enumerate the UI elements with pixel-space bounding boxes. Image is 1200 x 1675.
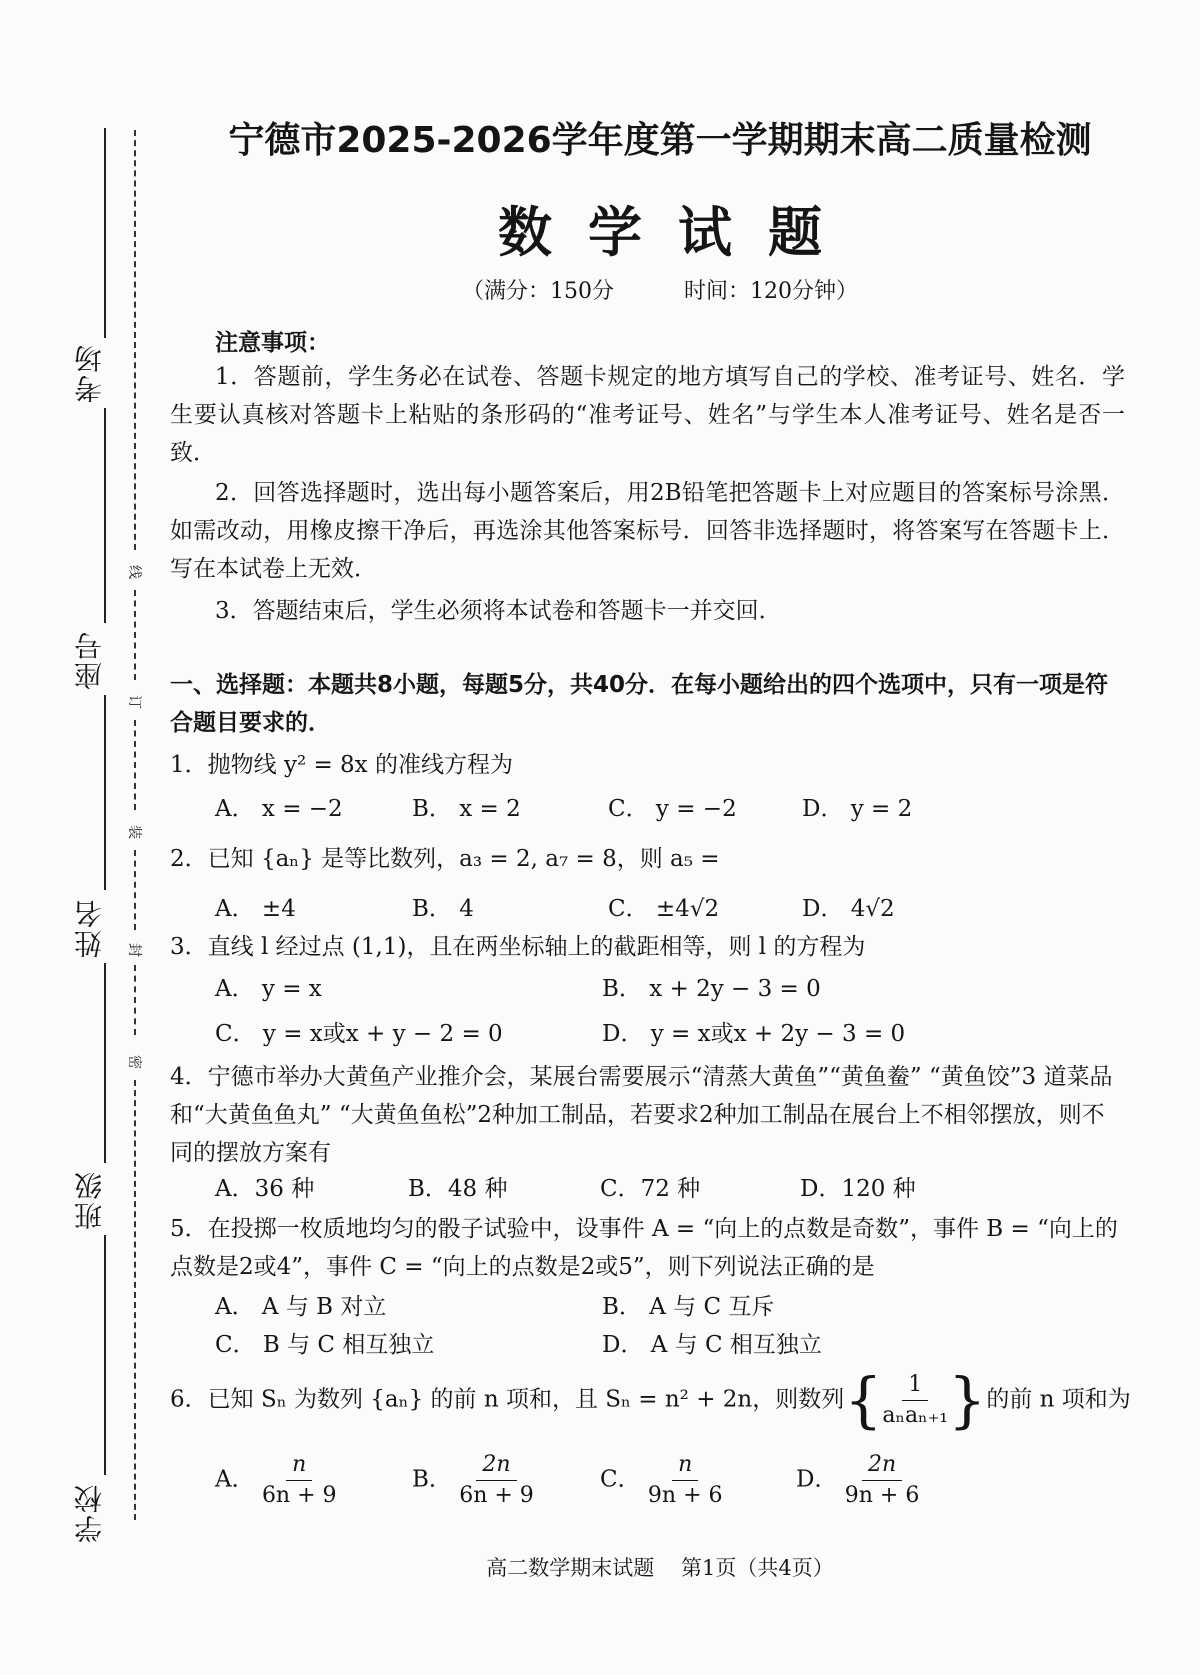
q6-stem-before: 6．已知 Sₙ 为数列 {aₙ} 的前 n 项和，且 Sₙ = n² + 2n，则数列 <box>170 1386 845 1413</box>
q6-c-num: n <box>672 1450 698 1481</box>
q4-option-b: B．48 种 <box>408 1176 508 1202</box>
q3-option-b: B． x + 2y − 3 = 0 <box>602 976 821 1002</box>
q3-option-d: D． y = x或x + 2y − 3 = 0 <box>602 1021 906 1047</box>
note-item-1: 1．答题前，学生务必在试卷、答题卡规定的地方填写自己的学校、准考证号、姓名．学生要认真核对答题卡上粘贴的条形码的“准考证号、姓名”与学生本人准考证号、姓名是否一致． <box>170 364 1125 466</box>
q5-option-b: B． A 与 C 互斥 <box>602 1294 775 1320</box>
cut-mark-line: 线 <box>126 565 142 579</box>
q2-option-b: B． 4 <box>412 896 474 922</box>
q6-option-a <box>215 1450 337 1511</box>
q6-a-den: 6n + 9 <box>261 1483 337 1508</box>
q3-option-c: C． y = x或x + y − 2 = 0 <box>215 1021 503 1047</box>
seat-label: 座号 <box>73 630 106 690</box>
q6-d-label: D． <box>796 1466 838 1493</box>
q6-b-den: 6n + 9 <box>459 1483 534 1508</box>
exam-title: 宁德市2025-2026学年度第一学期期末高二质量检测 <box>228 120 1092 161</box>
page-footer: 高二数学期末试题 第1页（共4页） <box>486 1556 834 1580</box>
cut-dashed-line <box>134 590 136 680</box>
q6-a-num: n <box>286 1450 312 1481</box>
q6-stem-after: 的前 n 项和为 <box>986 1386 1131 1413</box>
q1-option-c: C． y = −2 <box>608 796 737 822</box>
cut-mark-bind: 订 <box>126 695 142 709</box>
q6-option-d <box>796 1450 919 1511</box>
score-time: （满分：150分 时间：120分钟） <box>462 279 858 304</box>
q6-d-frac <box>845 1450 920 1511</box>
question-4-stem: 4．宁德市举办大黄鱼产业推介会，某展台需要展示“清蒸大黄鱼”“黄鱼鲞” “黄鱼饺”3 道菜品和“大黄鱼鱼丸” “大黄鱼鱼松”2种加工制品，若要求2种加工制品在展台上不相邻摆放，则不同的摆放方案有 <box>170 1064 1113 1166</box>
school-line <box>104 1235 106 1475</box>
q5-option-a: A． A 与 B 对立 <box>215 1294 387 1320</box>
cut-dashed-line <box>134 850 136 930</box>
seat-line <box>104 408 106 623</box>
cut-mark-secret: 密 <box>126 1055 142 1069</box>
q6-c-label: C． <box>600 1466 641 1493</box>
question-2-stem: 2．已知 {aₙ} 是等比数列，a₃ = 2, a₇ = 8，则 a₅ = <box>170 846 720 872</box>
note-item-3: 3．答题结束后，学生必须将本试卷和答题卡一并交回． <box>215 598 782 624</box>
q6-d-den: 9n + 6 <box>844 1483 920 1508</box>
right-brace: } <box>948 1365 987 1436</box>
cut-dashed-line <box>134 720 136 810</box>
q6-a-frac <box>262 1450 337 1511</box>
cut-mark-seal: 封 <box>126 943 142 957</box>
q4-option-a: A．36 种 <box>215 1176 315 1202</box>
q6-fraction <box>882 1370 948 1431</box>
q1-option-d: D． y = 2 <box>802 796 913 822</box>
q6-b-num: 2n <box>476 1450 516 1481</box>
cut-mark-pack: 装 <box>126 825 142 839</box>
class-line <box>104 963 106 1163</box>
q6-c-frac <box>648 1450 723 1511</box>
subject-title: 数学试题 <box>498 201 858 264</box>
q1-option-a: A． x = −2 <box>215 796 343 822</box>
cut-dashed-line <box>134 965 136 1035</box>
q1-option-b: B． x = 2 <box>412 796 521 822</box>
question-6-stem <box>170 1365 1131 1436</box>
q6-frac-den: aₙaₙ₊₁ <box>882 1403 949 1428</box>
q5-option-c: C． B 与 C 相互独立 <box>215 1332 435 1358</box>
q4-option-d: D．120 种 <box>800 1176 916 1202</box>
notes-title: 注意事项： <box>215 330 330 356</box>
class-label: 班级 <box>73 1170 106 1230</box>
q4-option-c: C．72 种 <box>600 1176 701 1202</box>
q2-option-c: C． ±4√2 <box>608 896 720 922</box>
q6-d-num: 2n <box>862 1450 902 1481</box>
question-5-stem: 5．在投掷一枚质地均匀的骰子试验中，设事件 A = “向上的点数是奇数”，事件 B = “向上的点数是2或4”，事件 C = “向上的点数是2或5”，则下列说法正确的是 <box>170 1216 1118 1280</box>
question-3-stem: 3．直线 l 经过点 (1,1)，且在两坐标轴上的截距相等，则 l 的方程为 <box>170 934 866 960</box>
q2-option-a: A． ±4 <box>215 896 296 922</box>
exam-room-label: 考场 <box>73 343 106 403</box>
name-label: 姓名 <box>73 898 106 958</box>
school-label: 学校 <box>73 1483 106 1543</box>
question-1-stem: 1．抛物线 y² = 8x 的准线方程为 <box>170 752 513 778</box>
name-line <box>104 695 106 890</box>
note-item-2: 2．回答选择题时，选出每小题答案后，用2B铅笔把答题卡上对应题目的答案标号涂黑．如需改动，用橡皮擦干净后，再选涂其他答案标号．回答非选择题时，将答案写在答题卡上．写在本试卷上无效． <box>170 480 1125 582</box>
q6-b-frac <box>459 1450 534 1511</box>
cut-dashed-line <box>134 1080 136 1520</box>
q6-frac-num: 1 <box>902 1370 928 1401</box>
cut-dashed-line <box>134 130 136 550</box>
q6-option-b <box>412 1450 534 1511</box>
left-brace: { <box>844 1365 883 1436</box>
exam-room-line <box>104 128 106 338</box>
q6-b-label: B． <box>412 1466 452 1493</box>
q6-option-c <box>600 1450 723 1511</box>
q2-option-d: D． 4√2 <box>802 896 895 922</box>
q6-c-den: 9n + 6 <box>647 1483 723 1508</box>
section-heading: 一、选择题：本题共8小题，每题5分，共40分．在每小题给出的四个选项中，只有一项是符合题目要求的． <box>170 672 1109 736</box>
q5-option-d: D． A 与 C 相互独立 <box>602 1332 822 1358</box>
q6-a-label: A． <box>215 1466 255 1493</box>
q3-option-a: A． y = x <box>215 976 322 1002</box>
